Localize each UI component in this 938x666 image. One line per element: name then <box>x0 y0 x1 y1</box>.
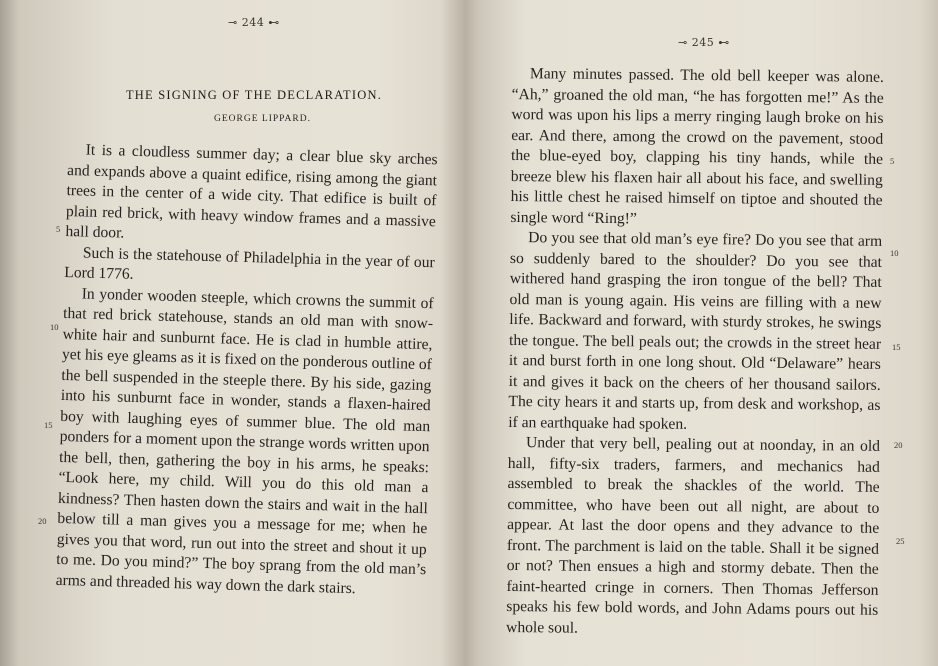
right-page-number: ⊸ 245 ⊷ <box>678 36 730 49</box>
chapter-title: THE SIGNING OF THE DECLARATION. <box>125 88 383 102</box>
line-number: 25 <box>896 536 905 546</box>
paragraph: Under that very bell, pealing out at noonday, in an old hall, fifty-six traders, farmers, and mechanics had assembled to break the shackles of the world. The committee, who have been out all night, are about to appear. At last the door opens and they advance to the front. The parchment is laid on the table. Shall it be signed or not? Then ensues a high and stormy debate. Then the faint-hearted cringe in corners. Then Thomas Jefferson speaks his few bold words, and John Adams pours out his whole soul. <box>506 434 881 637</box>
paragraph: Do you see that old man’s eye fire? Do you see that arm so suddenly bared to the shoulder? Do you see that withered hand grasping the iron tongue of the bell? That old man is young again. His veins are filling with a new life. Backward and forward, with sturdy strokes, he swings the tongue. The bell peals out; the crowds in the street hear it and burst forth in one long shout. Old “Delaware” hears it and gives it back on the cheers of her thousand sailors. The city hears it and starts up, from desk and workshop, as if an earthquake had spoken. <box>508 229 883 433</box>
paragraph: Such is the statehouse of Philadelphia in the year of our Lord 1776. <box>64 243 435 283</box>
line-number: 15 <box>892 342 901 352</box>
line-number: 10 <box>50 322 59 332</box>
paragraph: It is a cloudless summer day; a clear blue sky arches and expands above a quaint edifice, rising among the giant trees in the center of a wide city. That edifice is built of plain red brick, with heavy window frames and a massive hall door. <box>65 141 438 242</box>
line-number: 20 <box>38 516 47 526</box>
paragraph: Many minutes passed. The old bell keeper was alone. “Ah,” groaned the old man, “he has forgotten me!” As the word was upon his lips a merry ringing laugh broke on his ear. And there, among the crowd on the pavement, stood the blue-eyed boy, clapping his tiny hands, while the breeze blew his flaxen hair all about his face, and swelling his little chest he raised himself on tiptoe and shouted the single word “Ring!” <box>510 65 884 227</box>
line-number: 5 <box>890 156 895 166</box>
line-number: 5 <box>56 224 61 234</box>
left-page-body <box>55 140 437 601</box>
line-number: 15 <box>44 420 53 430</box>
line-number: 20 <box>894 440 903 450</box>
right-page <box>470 0 938 666</box>
author-name: GEORGE LIPPARD. <box>214 114 311 124</box>
line-number: 10 <box>890 248 899 258</box>
paragraph: In yonder wooden steeple, which crowns the summit of that red brick statehouse, stands an old man with snow-white hair and sunburnt face. He is clad in humble attire, yet his eye gleams as it is fixed on the ponderous outline of the bell suspended in the steeple there. By his side, gazing into his sunburnt face in wonder, stands a flaxen-haired boy with laughing eyes of summer blue. The old man ponders for a moment upon the strange words written upon the bell, then, gathering the boy in his arms, he speaks: “Look here, my child. Will you do this old man a kindness? Then hasten down the stairs and wait in the hall below till a man gives you a message for me; when he gives you that word, run out into the street and shout it up to me. Do you mind?” The boy sprang from the old man’s arms and threaded his way down the dark stairs. <box>55 284 434 597</box>
left-page-number: ⊸ 244 ⊷ <box>228 16 280 29</box>
right-page-body <box>506 64 884 642</box>
